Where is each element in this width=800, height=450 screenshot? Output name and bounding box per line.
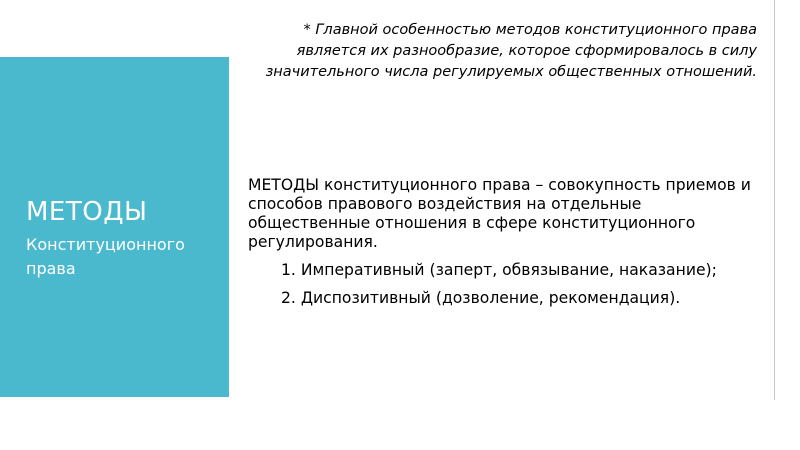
note-block <box>260 20 757 83</box>
slide-subtitle: Конституционного права <box>26 235 185 278</box>
list-item-imperative: 1. Императивный (заперт, обвязывание, наказание); <box>281 261 717 279</box>
list-item-dispositive: 2. Диспозитивный (дозволение, рекомендация). <box>281 289 681 307</box>
definition-text: МЕТОДЫ конституционного права – совокупность приемов и способов правового воздействия на отдельные общественные отношения в сфере конституционного регулирования. <box>248 176 751 251</box>
vertical-divider <box>774 0 775 400</box>
title-block <box>26 196 226 281</box>
body-content <box>248 176 758 308</box>
slide-title: МЕТОДЫ <box>26 197 148 227</box>
note-text: * Главной особенностью методов конституционного права является их разнообразие, которое сформировалось в силу значительного числа регулируемых общественных отношений. <box>265 22 757 80</box>
